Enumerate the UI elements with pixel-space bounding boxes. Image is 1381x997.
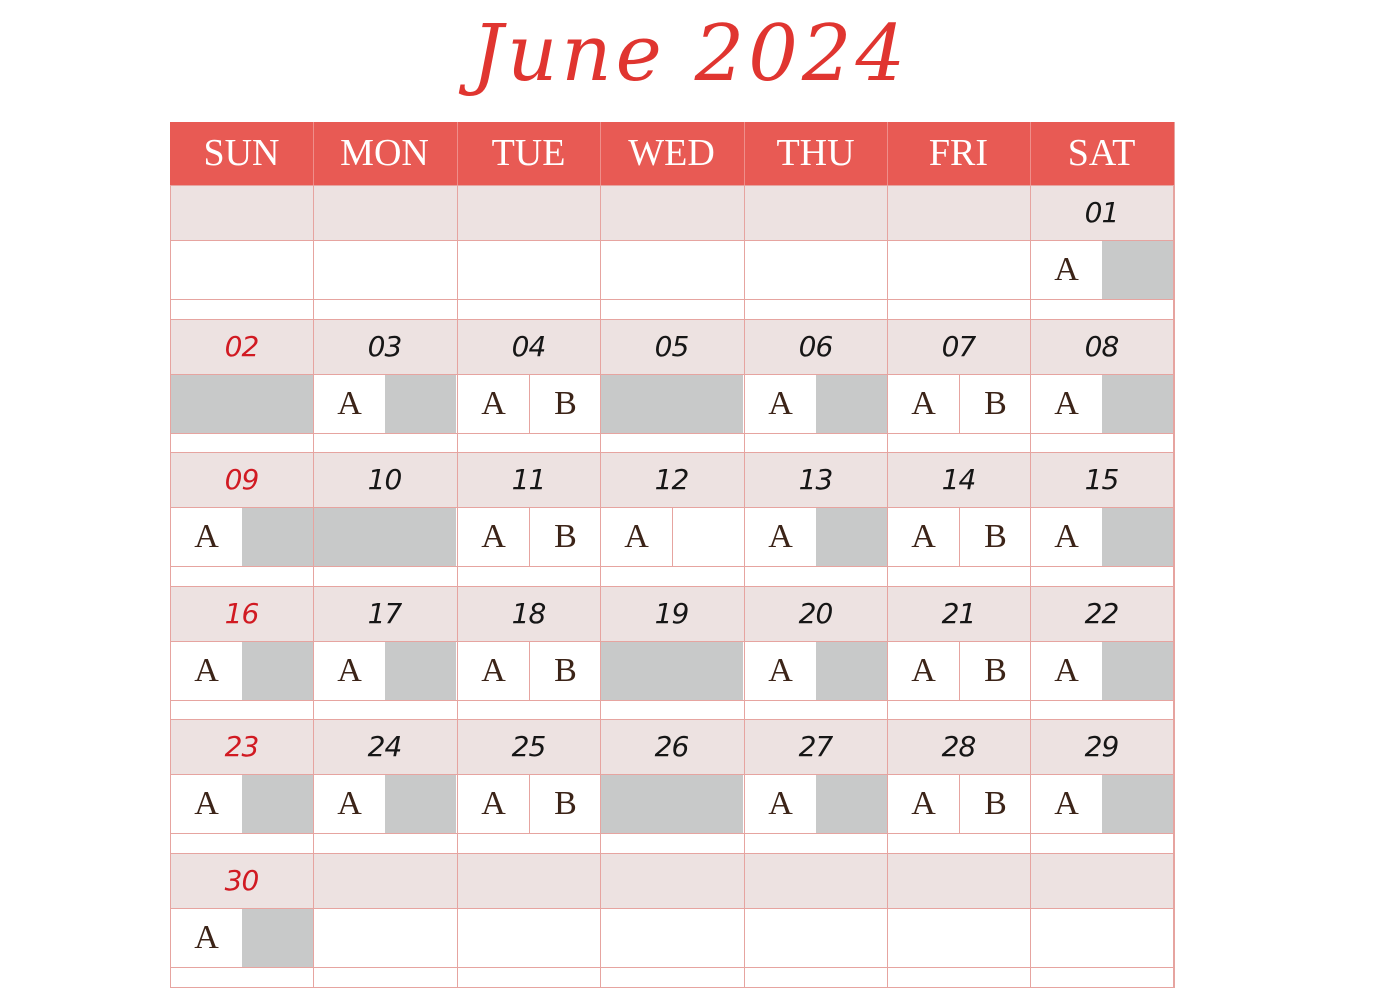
day-number: 27 [798,730,833,763]
day-number [313,185,456,240]
day-cell-03[interactable] [313,319,456,452]
day-number: 28 [941,730,976,763]
day-number: 24 [367,730,402,763]
column-divider [457,185,458,987]
column-divider [1173,185,1174,987]
booked-day-slot [314,508,456,566]
empty-day-cell [313,185,456,318]
day-cell-08[interactable] [1030,319,1173,452]
column-divider [887,185,888,987]
day-cell-16[interactable] [170,586,313,719]
day-cell-28[interactable] [887,719,1030,852]
day-cell-05[interactable] [600,319,743,452]
day-number: 05 [654,330,689,363]
column-divider [170,185,171,987]
day-number [600,185,743,240]
day-cell-01[interactable] [1030,185,1173,318]
column-divider [744,185,745,987]
header-divider [887,122,888,185]
day-number: 12 [654,463,689,496]
slot-b-booked [1102,375,1173,433]
calendar-grid [170,122,1175,988]
slot-a[interactable]: A [911,518,936,555]
day-number: 02 [224,330,259,363]
slot-a[interactable]: A [481,518,506,555]
day-cell-09[interactable] [170,452,313,585]
weekday-sat: SAT [1067,132,1136,174]
weekday-sun: SUN [203,132,280,174]
day-cell-26[interactable] [600,719,743,852]
day-number [887,185,1030,240]
empty-day-cell [744,185,887,318]
week-row [170,586,1174,719]
day-cell-24[interactable] [313,719,456,852]
booked-day-slot [601,375,743,433]
slot-a[interactable]: A [481,652,506,689]
slot-a[interactable]: A [768,385,793,422]
day-number [887,853,1030,908]
slot-b-booked [385,375,456,433]
slot-b[interactable]: B [529,775,601,833]
weekday-thu: THU [776,132,855,174]
day-number: 18 [511,597,546,630]
day-number: 29 [1084,730,1119,763]
booked-day-slot [171,375,313,433]
day-number: 01 [1084,196,1119,229]
weekday-fri: FRI [928,132,989,174]
day-cell-30[interactable] [170,853,313,986]
slot-a[interactable]: A [624,518,649,555]
slot-b-booked [1102,508,1173,566]
empty-day-cell [457,853,600,986]
day-cell-12[interactable] [600,452,743,585]
empty-day-cell [313,853,456,986]
header-divider [313,122,314,185]
day-cell-02[interactable] [170,319,313,452]
day-number: 30 [224,864,259,897]
header-divider [600,122,601,185]
slot-b-booked [242,775,313,833]
day-number [744,185,887,240]
slot-a[interactable]: A [1054,518,1079,555]
slot-a[interactable]: A [194,785,219,822]
day-number: 07 [941,330,976,363]
slot-a[interactable]: A [1054,251,1079,288]
slot-a[interactable]: A [911,385,936,422]
slot-b[interactable]: B [529,508,601,566]
day-number [457,185,600,240]
day-number [600,853,743,908]
day-number: 15 [1084,463,1119,496]
day-cell-22[interactable] [1030,586,1173,719]
day-number: 16 [224,597,259,630]
header-divider [457,122,458,185]
slot-a[interactable]: A [911,652,936,689]
empty-day-cell [1030,853,1173,986]
column-divider [1030,185,1031,987]
day-number: 22 [1084,597,1119,630]
day-cell-11[interactable] [457,452,600,585]
day-number: 20 [798,597,833,630]
slot-b[interactable]: B [959,508,1031,566]
slot-a[interactable]: A [911,785,936,822]
empty-day-cell [170,185,313,318]
slot-b[interactable]: B [959,642,1031,700]
day-number: 04 [511,330,546,363]
slot-b-booked [1102,775,1173,833]
calendar-title: June 2024 [471,9,910,99]
day-cell-04[interactable] [457,319,600,452]
empty-day-cell [744,853,887,986]
slot-b-booked [385,775,456,833]
slot-a[interactable]: A [194,919,219,956]
day-number: 26 [654,730,689,763]
day-cell-14[interactable] [887,452,1030,585]
day-cell-29[interactable] [1030,719,1173,852]
day-cell-27[interactable] [744,719,887,852]
day-cell-19[interactable] [600,586,743,719]
day-number: 14 [941,463,976,496]
day-number: 08 [1084,330,1119,363]
slot-a[interactable]: A [768,518,793,555]
day-number: 23 [224,730,259,763]
day-number: 25 [511,730,546,763]
header-divider [744,122,745,185]
column-divider [313,185,314,987]
slot-a[interactable]: A [768,652,793,689]
day-number: 09 [224,463,259,496]
day-number [313,853,456,908]
week-row [170,452,1174,585]
empty-day-cell [600,185,743,318]
slot-b-booked [1102,642,1173,700]
slot-b-booked [242,508,313,566]
weekday-wed: WED [628,132,715,174]
slot-b-booked [816,642,887,700]
slot-a[interactable]: A [337,785,362,822]
weekday-tue: TUE [491,132,566,174]
day-number: 19 [654,597,689,630]
day-number: 06 [798,330,833,363]
day-number: 03 [367,330,402,363]
day-number [1030,853,1173,908]
column-divider [600,185,601,987]
day-cell-06[interactable] [744,319,887,452]
slot-b-booked [816,775,887,833]
day-number: 13 [798,463,833,496]
empty-day-cell [457,185,600,318]
day-cell-20[interactable] [744,586,887,719]
weekday-mon: MON [340,132,429,174]
day-cell-17[interactable] [313,586,456,719]
slot-b-booked [1102,241,1173,299]
booked-day-slot [601,642,743,700]
day-cell-07[interactable] [887,319,1030,452]
slot-b-open[interactable] [672,508,744,566]
slot-b[interactable]: B [529,375,601,433]
day-cell-10[interactable] [313,452,456,585]
booked-day-slot [601,775,743,833]
weekday-header [170,122,1174,185]
day-number: 17 [367,597,402,630]
slot-a[interactable]: A [194,652,219,689]
slot-b-booked [385,642,456,700]
day-cell-25[interactable] [457,719,600,852]
day-number [744,853,887,908]
week-row [170,719,1174,852]
slot-b-booked [242,909,313,967]
slot-a[interactable]: A [1054,785,1079,822]
day-cell-13[interactable] [744,452,887,585]
week-row [170,319,1174,452]
week-row [170,185,1174,318]
day-number: 10 [367,463,402,496]
empty-day-cell [887,853,1030,986]
day-cell-15[interactable] [1030,452,1173,585]
slot-b[interactable]: B [959,375,1031,433]
slot-a[interactable]: A [194,518,219,555]
slot-a[interactable]: A [481,385,506,422]
day-number [457,853,600,908]
slot-a[interactable]: A [1054,652,1079,689]
slot-a[interactable]: A [337,652,362,689]
week-row [170,853,1174,986]
slot-a[interactable]: A [768,785,793,822]
slot-b-booked [816,375,887,433]
slot-b-booked [816,508,887,566]
slot-a[interactable]: A [481,785,506,822]
day-number: 11 [511,463,546,496]
slot-b[interactable]: B [959,775,1031,833]
day-number: 21 [941,597,976,630]
slot-a[interactable]: A [337,385,362,422]
header-divider [1030,122,1031,185]
day-cell-23[interactable] [170,719,313,852]
day-cell-18[interactable] [457,586,600,719]
empty-day-cell [600,853,743,986]
empty-day-cell [887,185,1030,318]
slot-a[interactable]: A [1054,385,1079,422]
day-number [170,185,313,240]
slot-b[interactable]: B [529,642,601,700]
slot-b-booked [242,642,313,700]
day-cell-21[interactable] [887,586,1030,719]
